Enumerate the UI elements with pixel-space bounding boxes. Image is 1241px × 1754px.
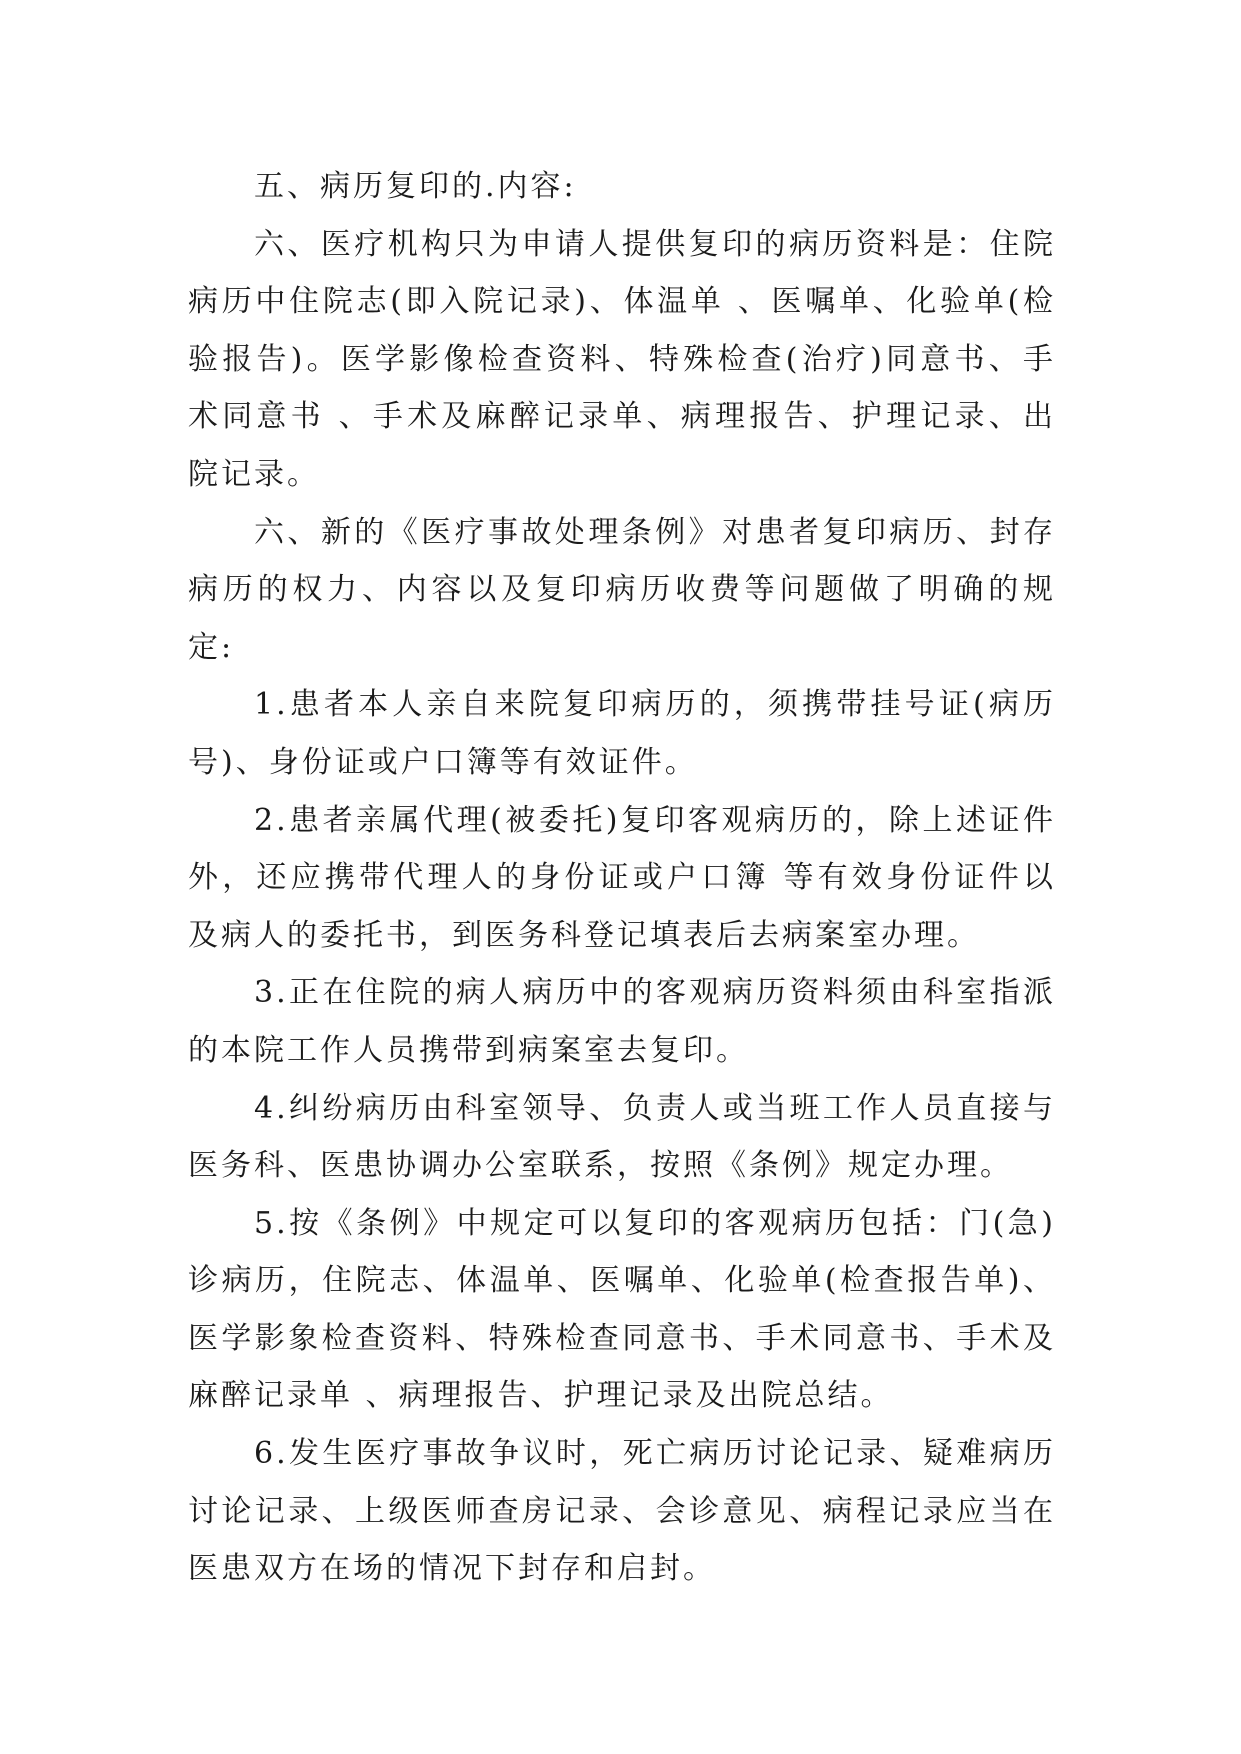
- paragraph-item-1: 1.患者本人亲自来院复印病历的，须携带挂号证(病历号)、身份证或户口簿等有效证件。: [188, 687, 1056, 780]
- paragraph-heading-5: 五、病历复印的.内容:: [254, 169, 577, 204]
- paragraph-item-4: 4.纠纷病历由科室领导、负责人或当班工作人员直接与医务科、医患协调办公室联系，按照《条例》规定办理。: [188, 1090, 1056, 1184]
- paragraph-item-3: 3.正在住院的病人病历中的客观病历资料须由科室指派的本院工作人员携带到病案室去复印。: [188, 975, 1056, 1068]
- paragraph-regulation-intro: 六、新的《医疗事故处理条例》对患者复印病历、封存病历的权力、内容以及复印病历收费等问题做了明确的规定:: [188, 514, 1056, 665]
- paragraph-item-5: 5.按《条例》中规定可以复印的客观病历包括：门(急)诊病历，住院志、体温单、医嘱单、化验单(检查报告单)、医学影象检查资料、特殊检查同意书、手术同意书、手术及麻醉记录单 、病理报告、护理记录及出院总结。: [188, 1205, 1056, 1414]
- document-body: [188, 158, 1056, 1598]
- paragraph-item-6: 6.发生医疗事故争议时，死亡病历讨论记录、疑难病历讨论记录、上级医师查房记录、会诊意见、病程记录应当在医患双方在场的情况下封存和启封。: [188, 1436, 1056, 1587]
- paragraph-copy-materials: 六、医疗机构只为申请人提供复印的病历资料是：住院病历中住院志(即入院记录)、体温单 、医嘱单、化验单(检验报告)。医学影像检查资料、特殊检查(治疗)同意书、手术同意书 、手术及麻醉记录单、病理报告、护理记录、出院记录。: [188, 226, 1056, 492]
- paragraph-item-2: 2.患者亲属代理(被委托)复印客观病历的，除上述证件外，还应携带代理人的身份证或户口簿 等有效身份证件以及病人的委托书，到医务科登记填表后去病案室办理。: [188, 802, 1056, 953]
